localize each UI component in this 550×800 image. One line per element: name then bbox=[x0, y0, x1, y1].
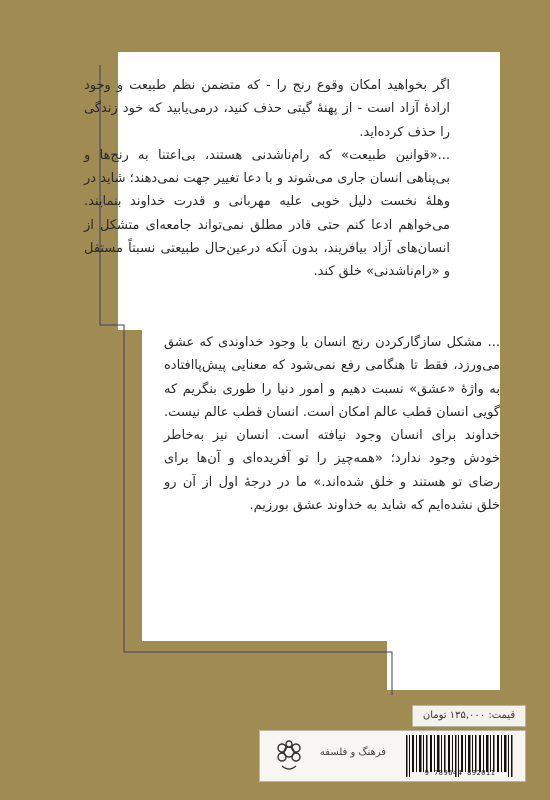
excerpt-lower bbox=[164, 331, 500, 517]
paragraph-1: اگر بخواهید امکان وقوع رنج را - که متضمن نظم طبیعت و وجود ارادۀ آزاد است - از پهنۀ گیتی حذف کنید، درمی‌یابید که خود زندگی را حذف کرده‌اید. bbox=[84, 78, 450, 140]
isbn-number: 9 789644 892011 bbox=[424, 769, 496, 777]
publisher-name: فرهنگ و فلسفه bbox=[319, 747, 387, 758]
paragraph-3: ... مشکل سازگارکردن رنج انسان با وجود خداوندی که عشق می‌ورزد، فقط تا هنگامی رفع نمی‌شود که معنایی پیش‌پاافتاده به واژۀ «عشق» نسبت دهیم و امور دنیا را طوری بنگریم که گویی انسان قطب عالم امکان است. انسان قطب عالم نیست. خداوند برای انسان وجود نیافته است. انسان نیز به‌خاطر خودش وجود ندارد؛ «همه‌چیز را تو آفریده‌ای و آن‌ها برای رضای تو هستند و خلق شده‌اند.» ما در درجۀ اول از آن رو خلق نشده‌ایم که شاید به خداوند عشق بورزیم. bbox=[164, 335, 500, 514]
excerpt-upper bbox=[84, 74, 450, 284]
publisher-barcode-box bbox=[259, 730, 526, 782]
paragraph-2: ...«قوانین طبیعت» که رام‌ناشدنی هستند، بی‌اعتنا به رنج‌ها و بی‌پناهی انسان جاری می‌شوند و با دعا تغییر جهت نمی‌دهند؛ شاید در وهلۀ نخست دلیل خوبی علیه مهربانی و قدرت خداوند بنمایند. می‌خواهم ادعا کنم حتی قادر مطلق نمی‌تواند جامعه‌ای متشکل از انسان‌های آزاد بیافریند، بدون آنکه درعین‌حال طبیعتی نسبتاً مستقل و «رام‌ناشدنی» خلق کند. bbox=[84, 147, 450, 280]
price-label: قیمت: ۱۳۵,۰۰۰ تومان bbox=[412, 705, 526, 727]
publisher-logo-icon bbox=[270, 737, 308, 775]
